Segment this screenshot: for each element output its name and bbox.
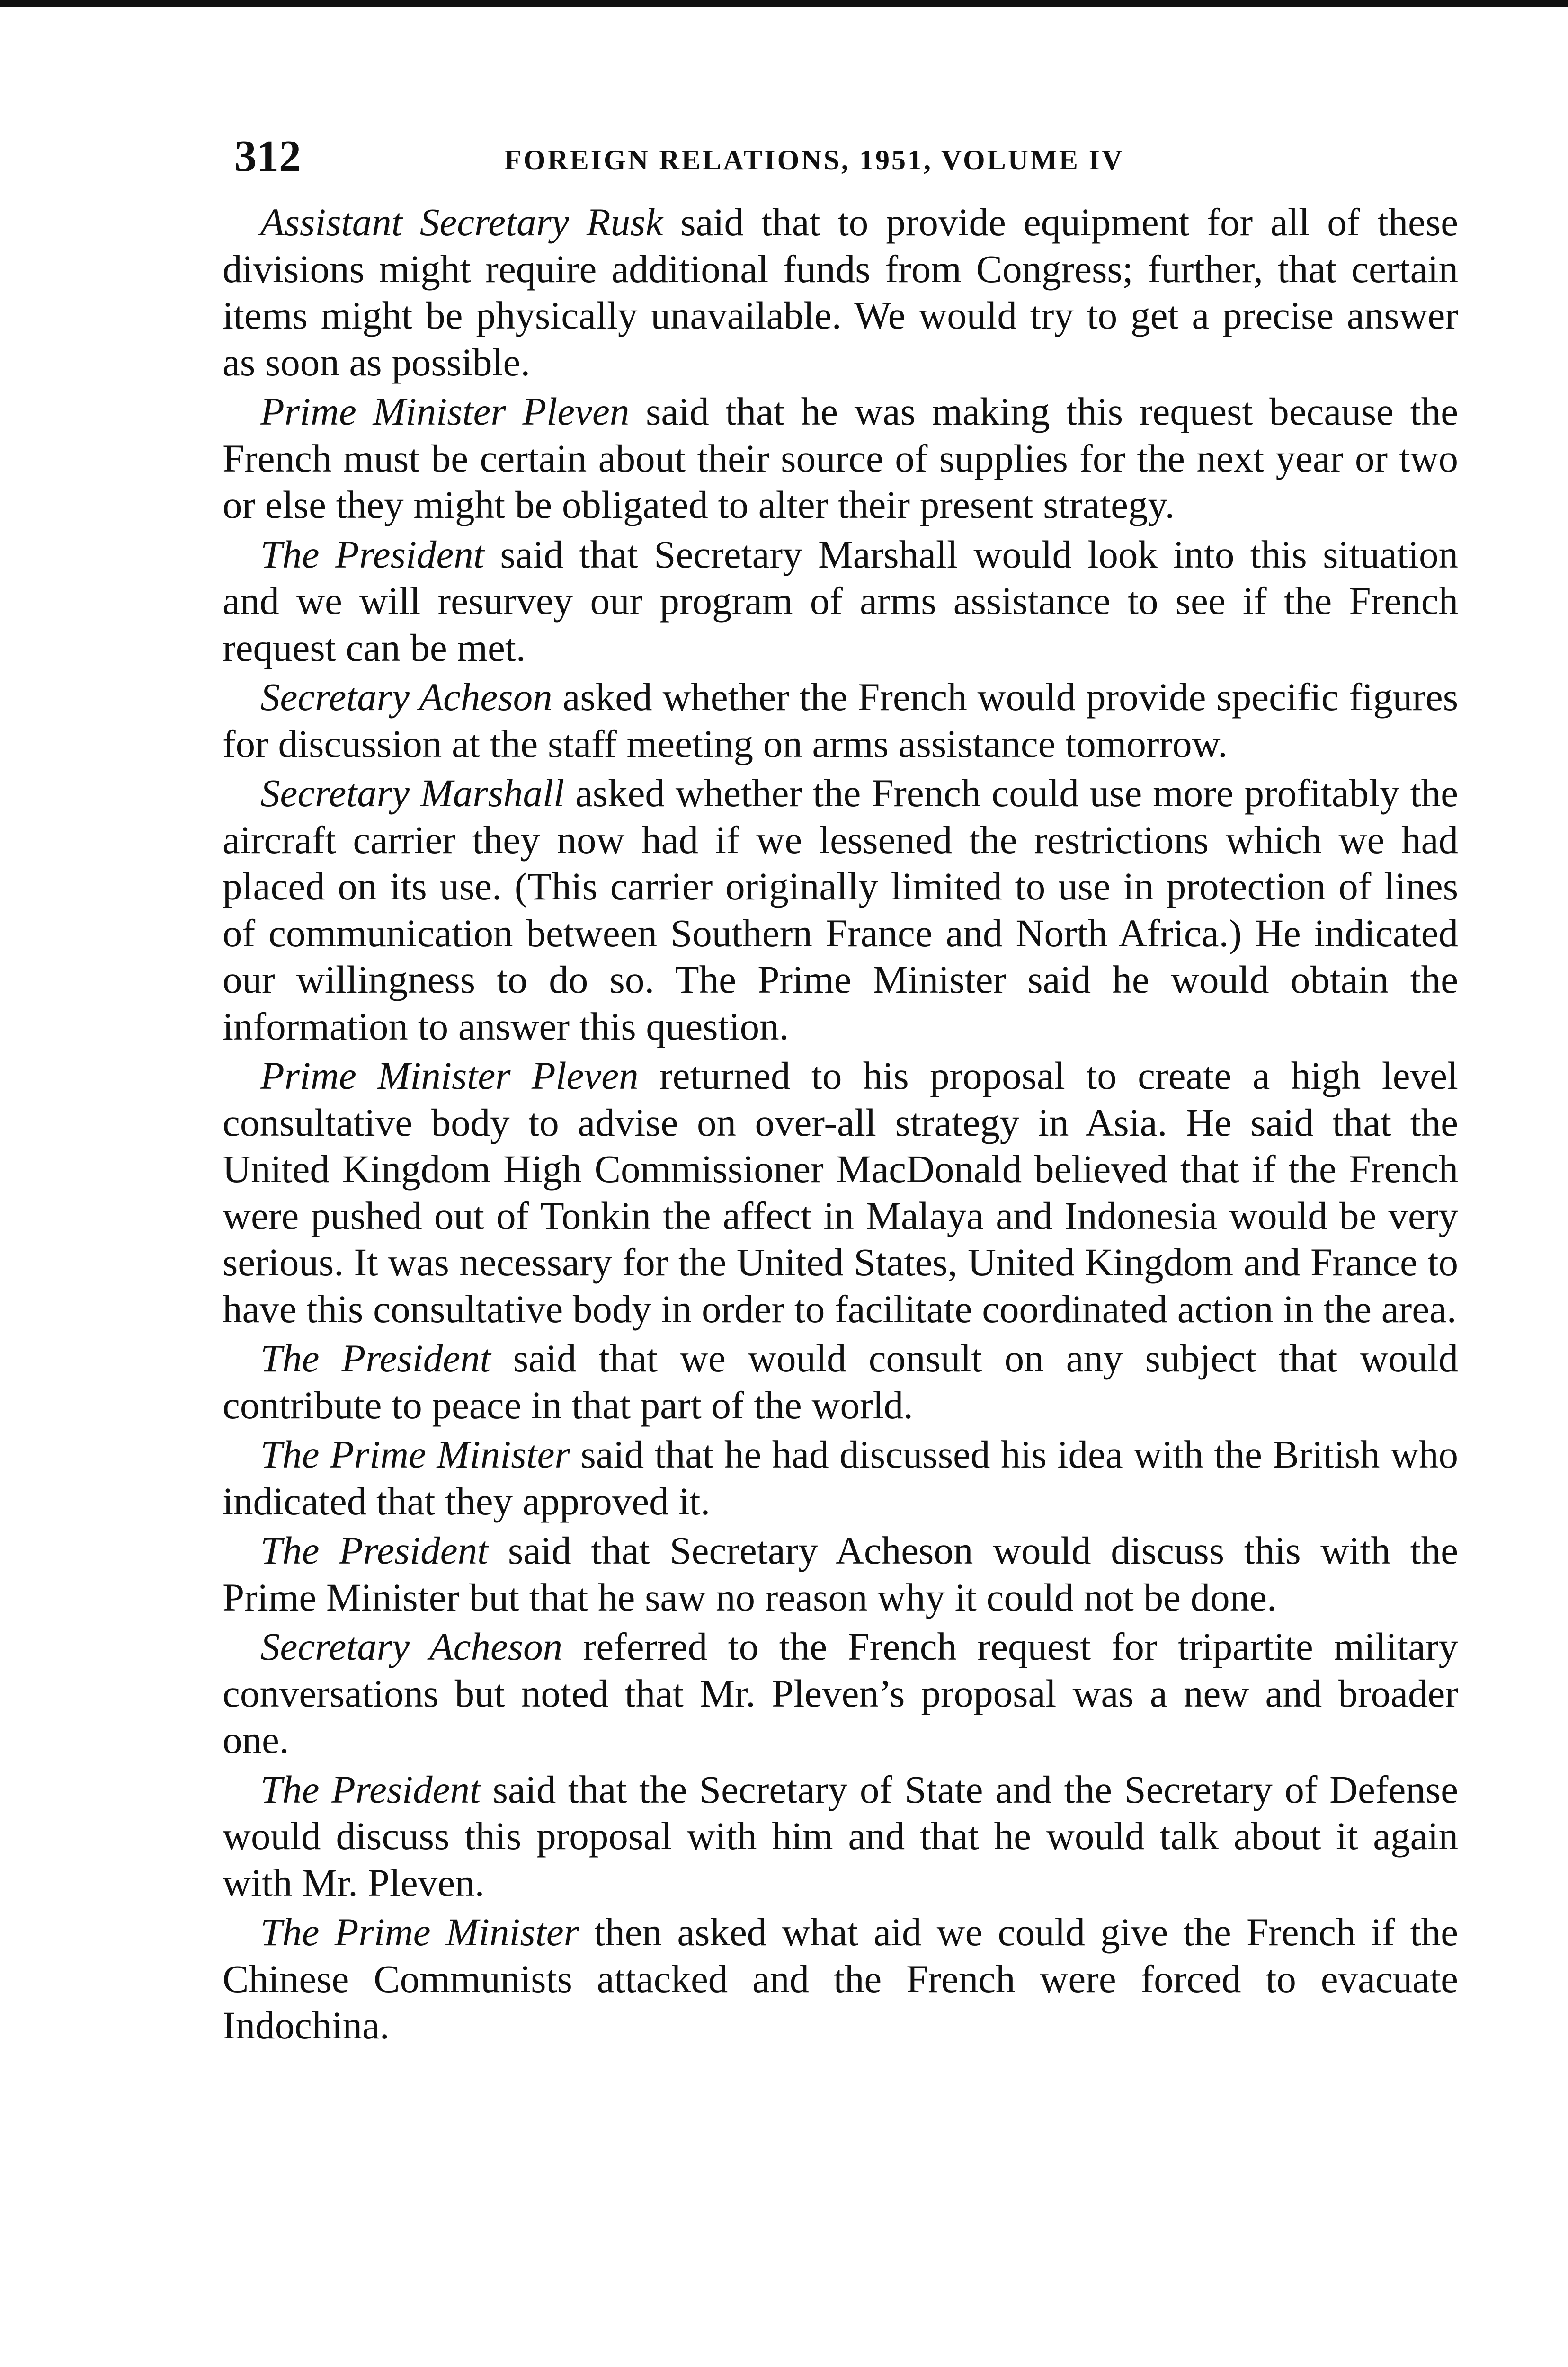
paragraph-text: said that the Secretary of State and the Secretary of Defense would discuss this proposal with him and that he would talk about it again with Mr. Pleven. xyxy=(223,1767,1458,1904)
paragraph xyxy=(223,1052,1458,1332)
paragraph-text: said that he was making this request because the French must be certain about their source of supplies for the next year or two or else they might be obligated to alter their present strategy. xyxy=(223,390,1458,526)
paragraph xyxy=(223,1431,1458,1524)
page-number: 312 xyxy=(234,132,301,181)
speaker-name: The President xyxy=(260,1767,481,1811)
paragraph xyxy=(223,1766,1458,1906)
speaker-name: Secretary Acheson xyxy=(260,675,552,719)
speaker-name: The Prime Minister xyxy=(260,1433,570,1476)
paragraph-text: said that he had discussed his idea with the British who indicated that they approved it. xyxy=(223,1433,1458,1523)
speaker-name: Assistant Secretary Rusk xyxy=(260,200,663,244)
paragraph-text: said that to provide equipment for all of these divisions might require additional funds from Congress; further, that certain items might be physically unavailable. We would try to get a precise answer as soon as possible. xyxy=(223,200,1458,384)
speaker-name: The President xyxy=(260,532,484,576)
paragraph xyxy=(223,1527,1458,1620)
speaker-name: The President xyxy=(260,1529,489,1572)
speaker-name: Prime Minister Pleven xyxy=(260,390,630,433)
paragraph xyxy=(223,388,1458,528)
paragraph xyxy=(223,531,1458,671)
running-head xyxy=(218,128,1472,199)
paragraph xyxy=(223,1623,1458,1763)
paragraph xyxy=(223,199,1458,385)
document-page xyxy=(218,128,1472,2052)
paragraph-text: asked whether the French would provide specific figures for discussion at the staff meeting on arms assistance tomorrow. xyxy=(223,675,1458,765)
paragraph-text: asked whether the French could use more profitably the aircraft carrier they now had if we lessened the restrictions which we had placed on its use. (This carrier originally limited to use in protection of lines of communication between Southern France and North Africa.) He indicated our willingness to do so. The Prime Minister said he would obtain the information to answer this question. xyxy=(223,771,1458,1048)
speaker-name: The President xyxy=(260,1336,491,1380)
speaker-name: Secretary Acheson xyxy=(260,1625,563,1668)
running-title: FOREIGN RELATIONS, 1951, VOLUME IV xyxy=(504,144,1124,176)
paragraph-text: said that Secretary Marshall would look into this situation and we will resurvey our program of arms assistance to see if the French request can be met. xyxy=(223,532,1458,669)
paragraph xyxy=(223,674,1458,767)
speaker-name: The Prime Minister xyxy=(260,1910,579,1954)
paragraph-text: referred to the French request for tripartite military conversations but noted that Mr. Pleven’s proposal was a new and broader one. xyxy=(223,1625,1458,1762)
speaker-name: Secretary Marshall xyxy=(260,771,565,815)
paragraph-text: returned to his proposal to create a high level consultative body to advise on over-all strategy in Asia. He said that the United Kingdom High Commissioner MacDonald believed that if the French were pushed out of Tonkin the affect in Malaya and Indonesia would be very serious. It was necessary for the United States, United Kingdom and France to have this consultative body in order to facilitate coordinated action in the area. xyxy=(223,1054,1458,1331)
body-text xyxy=(218,199,1472,2049)
paragraph-text: said that we would consult on any subject that would contribute to peace in that part of the world. xyxy=(223,1336,1458,1427)
paragraph-text: said that Secretary Acheson would discuss this with the Prime Minister but that he saw no reason why it could not be done. xyxy=(223,1529,1458,1619)
paragraph xyxy=(223,1909,1458,2049)
paragraph-text: then asked what aid we could give the French if the Chinese Communists attacked and the French were forced to evacuate Indochina. xyxy=(223,1910,1458,2047)
paragraph xyxy=(223,1335,1458,1428)
paragraph xyxy=(223,770,1458,1050)
top-edge-rule xyxy=(0,0,1568,7)
speaker-name: Prime Minister Pleven xyxy=(260,1054,639,1097)
